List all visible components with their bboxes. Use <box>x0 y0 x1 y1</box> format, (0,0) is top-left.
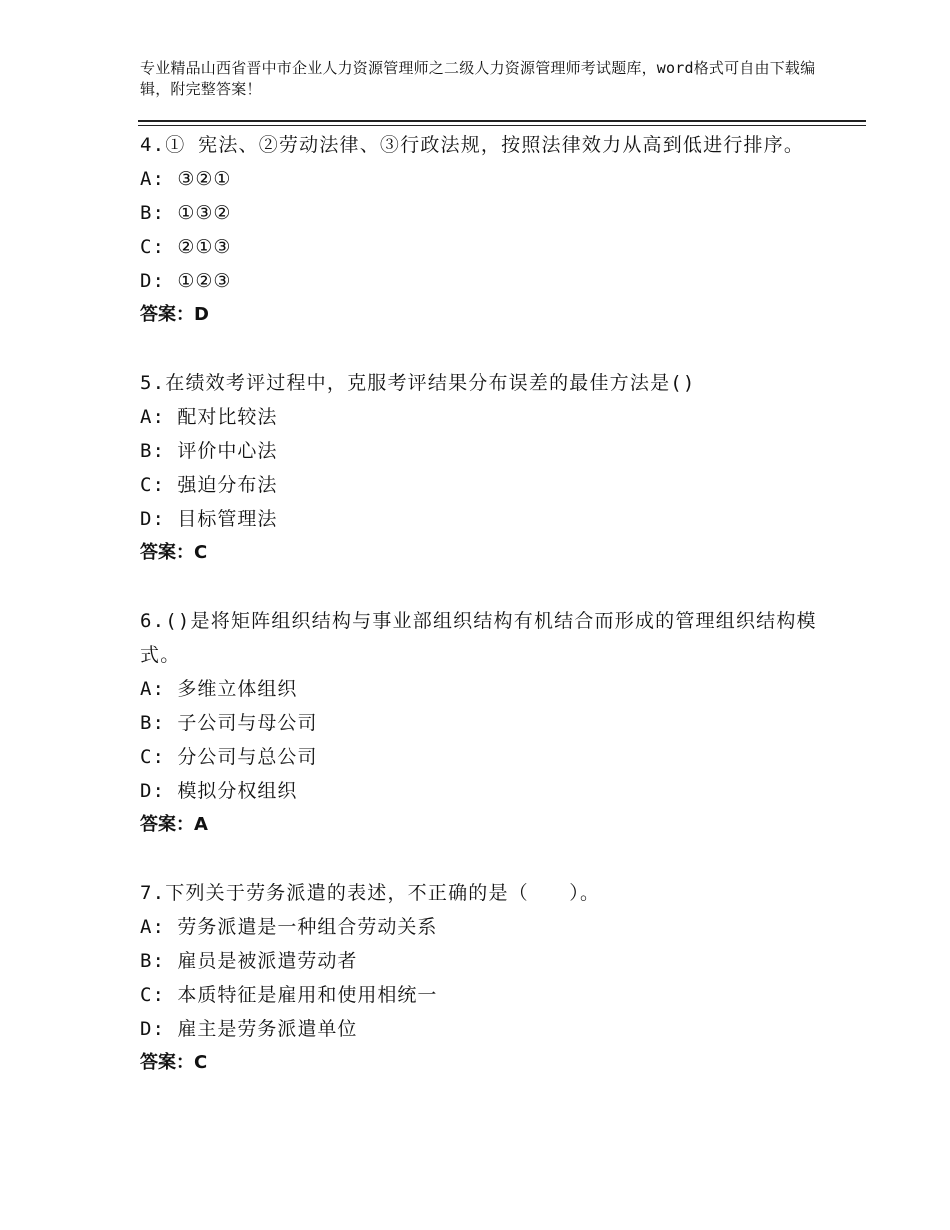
option-c: C: ②①③ <box>140 236 232 258</box>
option-a: A: 配对比较法 <box>140 406 278 428</box>
question-stem: 6.()是将矩阵组织结构与事业部组织结构有机结合而形成的管理组织结构模式。 <box>140 610 817 666</box>
question-stem: 4.① 宪法、②劳动法律、③行政法规，按照法律效力从高到低进行排序。 <box>140 134 805 156</box>
option-b: B: ①③② <box>140 202 232 224</box>
answer-label: 答案：D <box>140 304 209 325</box>
option-d: D: 雇主是劳务派遣单位 <box>140 1018 358 1040</box>
option-b: B: 评价中心法 <box>140 440 278 462</box>
option-a: A: 劳务派遣是一种组合劳动关系 <box>140 916 438 938</box>
header-rule-thick <box>138 120 866 122</box>
question-5 <box>140 366 820 570</box>
option-c: C: 强迫分布法 <box>140 474 278 496</box>
question-stem: 7.下列关于劳务派遣的表述，不正确的是（ ）。 <box>140 882 601 904</box>
option-a: A: 多维立体组织 <box>140 678 298 700</box>
spacer <box>140 842 820 876</box>
answer-label: 答案：A <box>140 814 208 835</box>
spacer <box>140 332 820 366</box>
question-7 <box>140 876 820 1080</box>
option-a: A: ③②① <box>140 168 232 190</box>
option-b: B: 子公司与母公司 <box>140 712 318 734</box>
document-header: 专业精品山西省晋中市企业人力资源管理师之二级人力资源管理师考试题库，word格式可自由下载编辑，附完整答案！ <box>140 59 816 98</box>
question-list <box>140 128 820 1080</box>
option-d: D: 目标管理法 <box>140 508 278 530</box>
answer-label: 答案：C <box>140 542 208 563</box>
option-c: C: 分公司与总公司 <box>140 746 318 768</box>
option-b: B: 雇员是被派遣劳动者 <box>140 950 358 972</box>
option-d: D: 模拟分权组织 <box>140 780 298 802</box>
question-stem: 5.在绩效考评过程中，克服考评结果分布误差的最佳方法是() <box>140 372 696 394</box>
spacer <box>140 570 820 604</box>
question-6 <box>140 604 820 842</box>
question-4 <box>140 128 820 332</box>
answer-label: 答案：C <box>140 1052 208 1073</box>
option-c: C: 本质特征是雇用和使用相统一 <box>140 984 438 1006</box>
header-rule-thin <box>138 125 866 126</box>
option-d: D: ①②③ <box>140 270 232 292</box>
